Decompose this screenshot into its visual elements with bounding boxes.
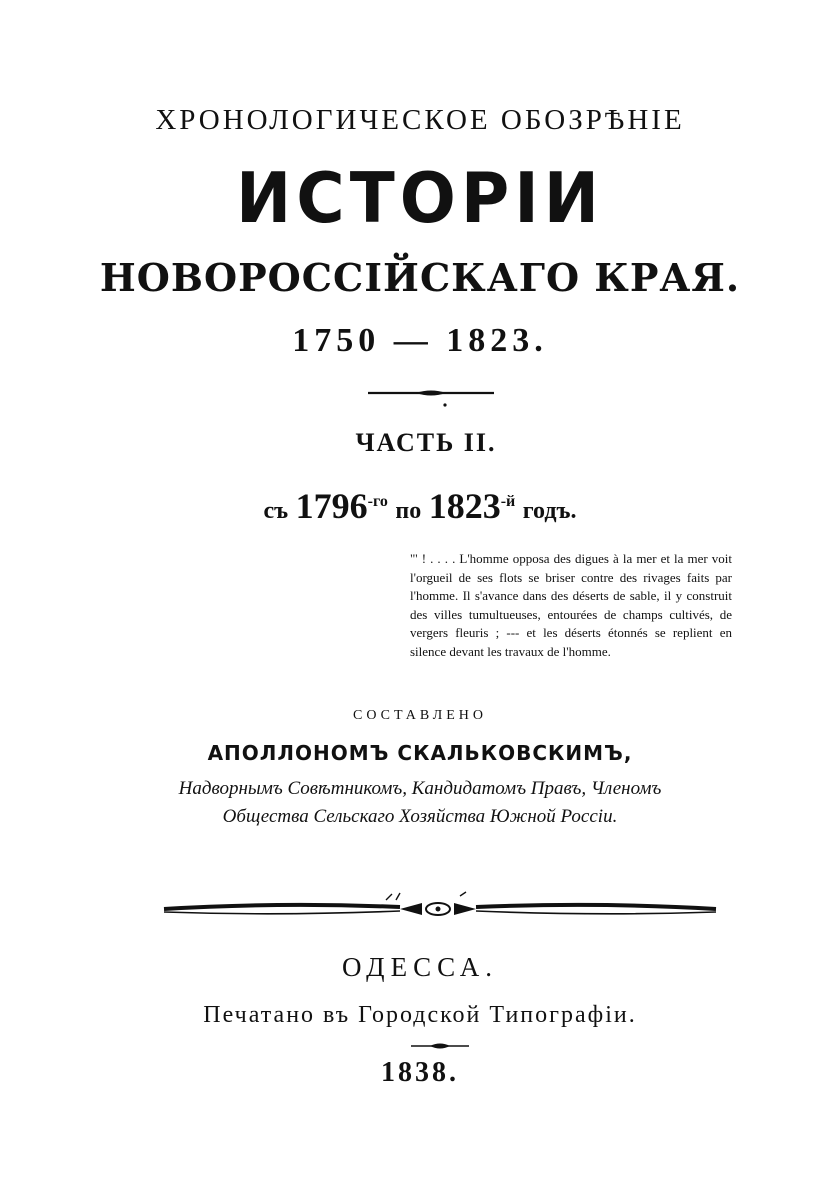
- year-range: [0, 485, 840, 527]
- title-dates: 1750 — 1823.: [292, 322, 548, 359]
- range-year-from: 1796: [295, 486, 368, 526]
- range-suffix-to: -й: [500, 493, 516, 510]
- small-rule-ornament-bottom: [410, 1040, 470, 1052]
- small-rule-ornament: [366, 386, 496, 410]
- range-end: годъ.: [522, 498, 577, 524]
- range-suffix-from: -го: [367, 493, 388, 510]
- french-epigraph: "' ! . . . . L'homme opposa des digues à la mer et la mer voit l'orgueil de ses flots se briser contre des rivages faits par l'homme. Il s'avance dans des déserts de sable, il y construit des villes tumultueuses, entourées de champs cultivés, de vergers fleuris ; --- et les déserts étonnés se replient en silence devant les travaux de l'homme.: [410, 551, 732, 659]
- author-name: АПОЛЛОНОМЪ СКАЛЬКОВСКИМЪ,: [207, 741, 633, 765]
- printer-line: Печатано въ Городской Типографiи.: [203, 1002, 637, 1028]
- title-line-novorossiya: НОВОРОССIЙСКАГО КРАЯ.: [99, 255, 741, 300]
- title-line-history: ИСТОРIИ: [236, 158, 604, 239]
- compiled-label: СОСТАВЛЕНО: [353, 708, 487, 723]
- publication-year: 1838.: [381, 1057, 459, 1088]
- title-line-chronological-review: ХРОНОЛОГИЧЕСКОЕ ОБОЗРѢНIЕ: [155, 104, 685, 136]
- range-year-to: 1823: [428, 486, 501, 526]
- part-number: ЧАСТЬ II.: [355, 428, 497, 457]
- city: ОДЕССА.: [342, 952, 498, 982]
- range-prefix: съ: [263, 498, 289, 524]
- range-middle: по: [395, 498, 422, 524]
- decorative-divider-ornament: [160, 890, 720, 924]
- author-titles-line-1: Надворнымъ Совѣтникомъ, Кандидатомъ Правъ, Членомъ: [178, 778, 662, 799]
- author-titles-line-2: Общества Сельскаго Хозяйства Южной Россiи.: [222, 806, 618, 827]
